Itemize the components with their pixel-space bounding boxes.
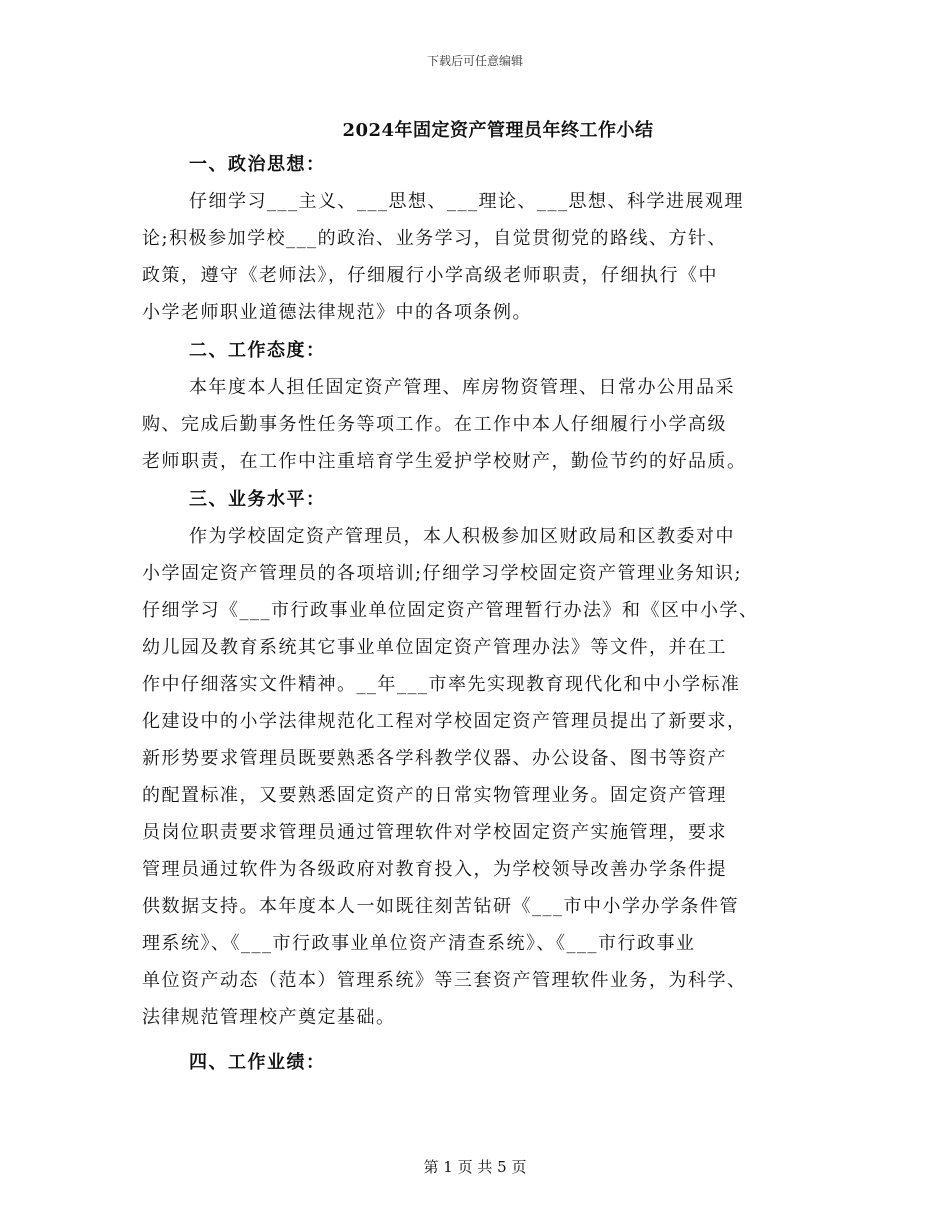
paragraph-line: 小学固定资产管理员的各项培训;仔细学习学校固定资产管理业务知识; (142, 563, 743, 584)
paragraph-line: 论;积极参加学校___的政治、业务学习，自觉贯彻党的路线、方针、 (142, 228, 728, 249)
section-heading: 一、政治思想： (189, 154, 326, 175)
page-number: 第 1 页 共 5 页 (423, 1158, 527, 1176)
section-business-level (142, 482, 818, 1036)
section-work-attitude (142, 333, 818, 480)
section-political-thought (142, 147, 818, 331)
document-body (142, 147, 818, 1081)
paragraph-line: 购、完成后勤事务性任务等项工作。在工作中本人仔细履行小学高级 (142, 414, 727, 435)
paragraph-line: 理系统》、《___市行政事业单位资产清查系统》、《___市行政事业 (142, 933, 696, 954)
document-title: 2024年固定资产管理员年终工作小结 (342, 120, 654, 141)
section-work-achievements (142, 1045, 818, 1081)
paragraph-line: 员岗位职责要求管理员通过管理软件对学校固定资产实施管理，要求 (142, 822, 727, 843)
paragraph-line: 法律规范管理校产奠定基础。 (142, 1007, 396, 1028)
paragraph-line: 供数据支持。本年度本人一如既往刻苦钻研《___市中小学办学条件管 (142, 896, 739, 917)
paragraph-line: 政策，遵守《老师法》，仔细履行小学高级老师职责，仔细执行《中 (142, 265, 718, 286)
section-heading: 二、工作态度： (189, 340, 326, 361)
section-heading: 三、业务水平： (189, 489, 326, 510)
paragraph-line: 本年度本人担任固定资产管理、库房物资管理、日常办公用品采 (189, 377, 735, 398)
section-paragraph (142, 369, 818, 480)
section-paragraph (142, 183, 818, 331)
paragraph-line: 管理员通过软件为各级政府对教育投入，为学校领导改善办学条件提 (142, 859, 727, 880)
paragraph-line: 化建设中的小学法律规范化工程对学校固定资产管理员提出了新要求， (142, 711, 747, 732)
paragraph-line: 老师职责，在工作中注重培育学生爱护学校财产，勤俭节约的好品质。 (142, 451, 747, 472)
paragraph-line: 单位资产动态（范本）管理系统》等三套资产管理软件业务，为科学、 (142, 970, 747, 991)
paragraph-line: 作为学校固定资产管理员，本人积极参加区财政局和区教委对中 (189, 526, 735, 547)
paragraph-line: 仔细学习《___市行政事业单位固定资产管理暂行办法》和《区中小学、 (142, 600, 759, 621)
paragraph-line: 仔细学习___主义、___思想、___理论、___思想、科学进展观理 (189, 191, 744, 212)
paragraph-line: 作中仔细落实文件精神。__年___市率先实现教育现代化和中小学标准 (142, 674, 741, 695)
paragraph-line: 小学老师职业道德法律规范》中的各项条例。 (142, 302, 532, 323)
paragraph-line: 幼儿园及教育系统其它事业单位固定资产管理办法》等文件，并在工 (142, 637, 727, 658)
paragraph-line: 的配置标准，又要熟悉固定资产的日常实物管理业务。固定资产管理 (142, 785, 727, 806)
section-heading: 四、工作业绩： (189, 1052, 326, 1073)
page-header-note: 下载后可任意编辑 (426, 54, 523, 68)
paragraph-line: 新形势要求管理员既要熟悉各学科教学仪器、办公设备、图书等资产 (142, 748, 727, 769)
section-paragraph (142, 518, 818, 1036)
